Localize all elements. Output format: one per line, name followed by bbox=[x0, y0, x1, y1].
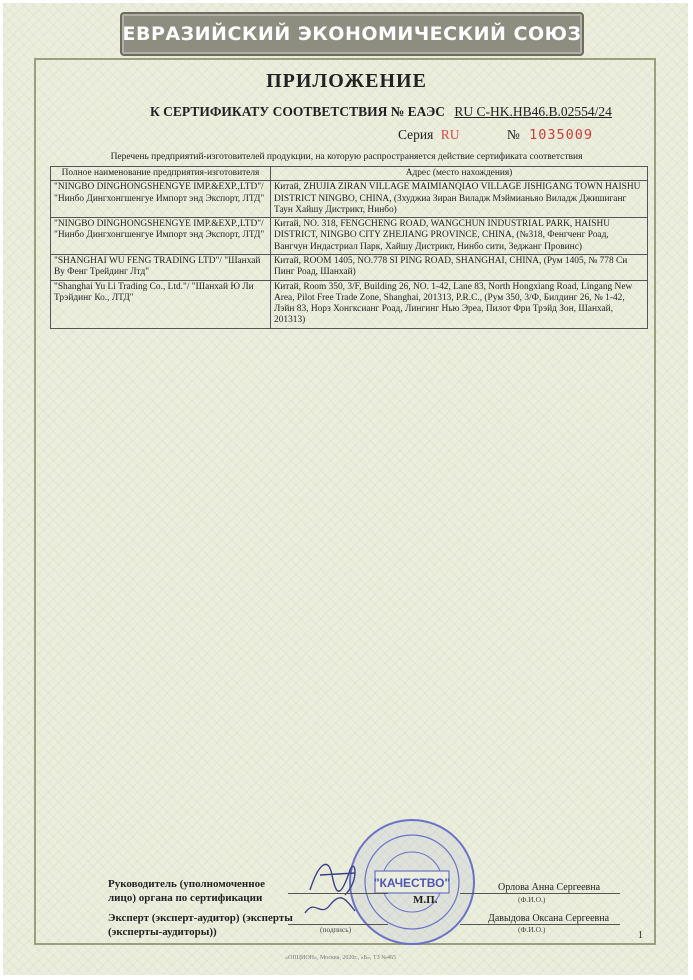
manufacturer-name: "SHANGHAI WU FENG TRADING LTD"/ "Шанхай Ву Фенг Трейдинг Лтд" bbox=[51, 254, 271, 280]
table-row bbox=[51, 218, 648, 255]
union-banner: ЕВРАЗИЙСКИЙ ЭКОНОМИЧЕСКИЙ СОЮЗ bbox=[120, 12, 584, 56]
manufacturers-table bbox=[50, 166, 648, 329]
page-number: 1 bbox=[638, 930, 643, 941]
head-fio-caption: (Ф.И.О.) bbox=[518, 895, 546, 904]
certificate-reference bbox=[150, 104, 612, 120]
series-value: RU bbox=[440, 127, 460, 142]
head-name: Орлова Анна Сергеевна bbox=[498, 882, 601, 893]
number-label: № bbox=[506, 127, 520, 142]
form-number: 1035009 bbox=[529, 127, 594, 143]
series-label: Серия bbox=[398, 127, 434, 142]
manufacturer-name: "NINGBO DINGHONGSHENGYE IMP.&EXP.,LTD"/ "Нинбо Дингхонгшенгуе Импорт энд Экспорт, ЛТД" bbox=[51, 218, 271, 255]
expert-label: Эксперт (эксперт-аудитор) (эксперты (эксперты-аудиторы)) bbox=[108, 912, 293, 938]
manufacturer-address: Китай, NO. 318, FENGCHENG ROAD, WANGCHUN INDUSTRIAL PARK, HAISHU DISTRICT, NINGBO CITY ZHEJIANG PROVINCE, CHINA, (№318, Фенгченг Роад, Вангчун Индастриал Парк, Хайшу Дистрикт, Нинбо сити, Зеджанг Провинс) bbox=[271, 218, 648, 255]
manufacturer-address: Китай, Room 350, 3/F, Building 26, NO. 1-42, Lane 83, North Hongxiang Road, Lingang New Area, Pilot Free Trade Zone, Shanghai, 201313, P.R.C., (Рум 350, 3/Ф, Билдинг 26, № 1-42, Лэйн 83, Норз Хонгксианг Роад, Лингинг Нью Эреа, Пилот Фри Трэйд Зон, Шанхай, 201313) bbox=[271, 280, 648, 328]
certificate-number: RU C-HK.HB46.B.02554/24 bbox=[454, 104, 612, 119]
expert-fio-caption: (Ф.И.О.) bbox=[518, 925, 546, 934]
manufacturer-address: Китай, ROOM 1405, NO.778 SI PING ROAD, SHANGHAI, CHINA, (Рум 1405, № 778 Си Пинг Роад, Шанхай) bbox=[271, 254, 648, 280]
head-label: Руководитель (уполномоченное лицо) органа по сертификации bbox=[108, 878, 265, 904]
head-name-line bbox=[460, 893, 620, 894]
expert-name: Давыдова Оксана Сергеевна bbox=[488, 913, 610, 924]
manufacturer-name: "Shanghai Yu Li Trading Co., Ltd."/ "Шанхай Ю Ли Трэйдинг Ко., ЛТД" bbox=[51, 280, 271, 328]
stamp-label: "КАЧЕСТВО" bbox=[373, 876, 451, 890]
table-row bbox=[51, 254, 648, 280]
manufacturer-address: Китай, ZHUJIA ZIRAN VILLAGE MAIMIANQIAO VILLAGE JISHIGANG TOWN HAISHU DISTRICT NINGBO, CHINA, (Зхуджиа Зиран Виладж Мэймианьяо Виладж Джишиганг Таун Хайшу Дистрикт, Нинбо) bbox=[271, 181, 648, 218]
printer-footer: «ОПЦИОН», Москва, 2020г., «Б», ТЗ №465 bbox=[285, 955, 396, 961]
seal-place-label: М.П. bbox=[413, 894, 438, 906]
table-row bbox=[51, 280, 648, 328]
table-row bbox=[51, 181, 648, 218]
intro-text: Перечень предприятий-изготовителей продукции, на которую распространяется действие сертификата соответствия bbox=[110, 152, 583, 162]
column-header-name: Полное наименование предприятия-изготовителя bbox=[51, 167, 271, 181]
sign-caption: (подпись) bbox=[320, 925, 352, 934]
certificate-prefix: К СЕРТИФИКАТУ СООТВЕТСТВИЯ № ЕАЭС bbox=[150, 104, 445, 119]
table-header-row bbox=[51, 167, 648, 181]
column-header-address: Адрес (место нахождения) bbox=[271, 167, 648, 181]
document-title: ПРИЛОЖЕНИЕ bbox=[266, 70, 427, 92]
manufacturer-name: "NINGBO DINGHONGSHENGYE IMP.&EXP.,LTD"/ "Нинбо Дингхонгшенгуе Импорт энд Экспорт, ЛТД" bbox=[51, 181, 271, 218]
series-line bbox=[398, 127, 593, 143]
expert-signature bbox=[300, 893, 360, 923]
head-signature-line bbox=[288, 893, 388, 894]
